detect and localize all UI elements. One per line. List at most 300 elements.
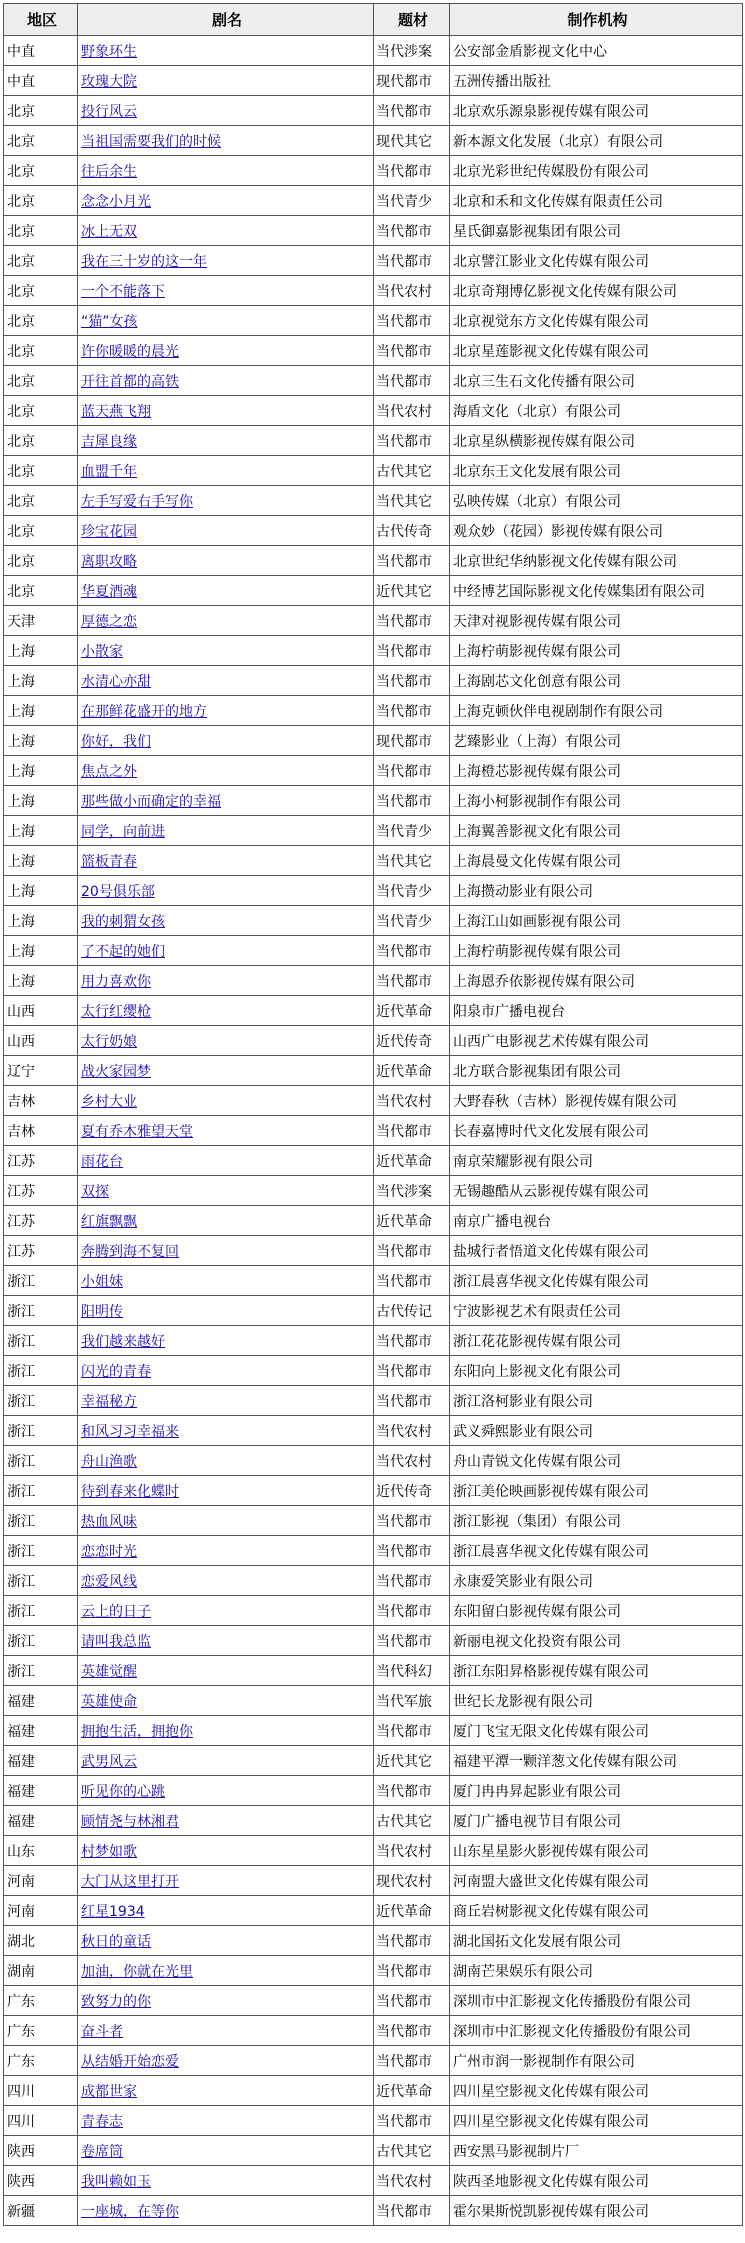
- region-cell: 陕西: [4, 2136, 78, 2166]
- producer-cell: 霍尔果斯悦凯影视传媒有限公司: [450, 2196, 743, 2226]
- table-row: [4, 66, 743, 96]
- drama-title-link[interactable]: 篮板青春: [81, 853, 137, 870]
- genre-cell: 当代都市: [374, 1116, 450, 1146]
- region-cell: 浙江: [4, 1296, 78, 1326]
- title-cell: [78, 1566, 374, 1596]
- table-row: [4, 1056, 743, 1086]
- table-row: [4, 396, 743, 426]
- title-cell: [78, 246, 374, 276]
- drama-title-link[interactable]: 血盟千年: [81, 463, 137, 480]
- genre-cell: 当代都市: [374, 786, 450, 816]
- table-row: [4, 306, 743, 336]
- drama-title-link[interactable]: 热血风味: [81, 1513, 137, 1530]
- drama-title-link[interactable]: 英雄觉醒: [81, 1663, 137, 1680]
- title-cell: [78, 1836, 374, 1866]
- producer-cell: 商丘岩树影视文化传媒有限公司: [450, 1896, 743, 1926]
- table-row: [4, 1836, 743, 1866]
- title-cell: [78, 1896, 374, 1926]
- region-cell: 北京: [4, 486, 78, 516]
- table-row: [4, 1656, 743, 1686]
- drama-title-link[interactable]: 舟山渔歌: [81, 1453, 137, 1470]
- genre-cell: 当代都市: [374, 666, 450, 696]
- genre-cell: 当代都市: [374, 96, 450, 126]
- table-row: [4, 2076, 743, 2106]
- region-cell: 北京: [4, 216, 78, 246]
- producer-cell: 北京三生石文化传播有限公司: [450, 366, 743, 396]
- genre-cell: 现代都市: [374, 726, 450, 756]
- region-cell: 上海: [4, 726, 78, 756]
- genre-cell: 当代都市: [374, 1956, 450, 1986]
- drama-title-link[interactable]: 双探: [81, 1183, 109, 1200]
- producer-cell: 四川星空影视文化传媒有限公司: [450, 2076, 743, 2106]
- producer-cell: 观众妙（花园）影视传媒有限公司: [450, 516, 743, 546]
- table-row: [4, 966, 743, 996]
- drama-title-link[interactable]: 小散家: [81, 643, 123, 660]
- genre-cell: 近代革命: [374, 2076, 450, 2106]
- table-row: [4, 846, 743, 876]
- genre-cell: 当代农村: [374, 1446, 450, 1476]
- title-cell: [78, 1686, 374, 1716]
- title-cell: [78, 2196, 374, 2226]
- region-cell: 上海: [4, 636, 78, 666]
- drama-title-link[interactable]: 许你暖暖的晨光: [81, 343, 179, 360]
- region-cell: 浙江: [4, 1626, 78, 1656]
- header-row: [4, 4, 743, 36]
- genre-cell: 当代都市: [374, 1926, 450, 1956]
- producer-cell: 海盾文化（北京）有限公司: [450, 396, 743, 426]
- drama-title-link[interactable]: 听见你的心跳: [81, 1783, 165, 1800]
- producer-cell: 上海克顿伙伴电视剧制作有限公司: [450, 696, 743, 726]
- region-cell: 广东: [4, 1986, 78, 2016]
- title-cell: [78, 486, 374, 516]
- title-cell: [78, 1086, 374, 1116]
- genre-cell: 现代农村: [374, 1866, 450, 1896]
- drama-title-link[interactable]: 卷席筒: [81, 2143, 123, 2160]
- region-cell: 广东: [4, 2016, 78, 2046]
- region-cell: 北京: [4, 336, 78, 366]
- title-cell: [78, 1416, 374, 1446]
- drama-title-link[interactable]: 在那鲜花盛开的地方: [81, 703, 207, 720]
- drama-title-link[interactable]: 加油，你就在光里: [81, 1963, 193, 1980]
- table-body: [4, 36, 743, 2226]
- region-cell: 中直: [4, 36, 78, 66]
- title-cell: [78, 756, 374, 786]
- region-cell: 北京: [4, 396, 78, 426]
- title-cell: [78, 276, 374, 306]
- region-cell: 浙江: [4, 1326, 78, 1356]
- drama-title-link[interactable]: 我在三十岁的这一年: [81, 253, 207, 270]
- title-cell: [78, 2016, 374, 2046]
- genre-cell: 当代都市: [374, 1506, 450, 1536]
- drama-title-link[interactable]: 奋斗者: [81, 2023, 123, 2040]
- header-title: 剧名: [78, 4, 374, 36]
- table-row: [4, 1326, 743, 1356]
- title-cell: [78, 1356, 374, 1386]
- title-cell: [78, 186, 374, 216]
- genre-cell: 当代都市: [374, 936, 450, 966]
- drama-title-link[interactable]: 红星1934: [81, 1903, 145, 1920]
- producer-cell: 陕西圣地影视文化传媒有限公司: [450, 2166, 743, 2196]
- table-row: [4, 1776, 743, 1806]
- region-cell: 北京: [4, 366, 78, 396]
- table-row: [4, 876, 743, 906]
- drama-title-link[interactable]: 战火家园梦: [81, 1063, 151, 1080]
- title-cell: [78, 906, 374, 936]
- title-cell: [78, 936, 374, 966]
- drama-title-link[interactable]: 一座城，在等你: [81, 2203, 179, 2220]
- drama-title-link[interactable]: 念念小月光: [81, 193, 151, 210]
- genre-cell: 近代革命: [374, 1896, 450, 1926]
- title-cell: [78, 666, 374, 696]
- title-cell: [78, 306, 374, 336]
- genre-cell: 当代都市: [374, 1236, 450, 1266]
- title-cell: [78, 36, 374, 66]
- drama-title-link[interactable]: 吉犀良缘: [81, 433, 137, 450]
- title-cell: [78, 1656, 374, 1686]
- table-row: [4, 906, 743, 936]
- table-row: [4, 96, 743, 126]
- table-row: [4, 36, 743, 66]
- region-cell: 浙江: [4, 1266, 78, 1296]
- table-row: [4, 2106, 743, 2136]
- region-cell: 江苏: [4, 1236, 78, 1266]
- drama-title-link[interactable]: 我们越来越好: [81, 1333, 165, 1350]
- genre-cell: 当代都市: [374, 1716, 450, 1746]
- drama-title-link[interactable]: 华夏酒魂: [81, 583, 137, 600]
- producer-cell: 上海晨曼文化传媒有限公司: [450, 846, 743, 876]
- title-cell: [78, 1536, 374, 1566]
- region-cell: 江苏: [4, 1146, 78, 1176]
- drama-title-link[interactable]: “猫”女孩: [81, 313, 138, 330]
- region-cell: 湖南: [4, 1956, 78, 1986]
- drama-title-link[interactable]: 我的刺猬女孩: [81, 913, 165, 930]
- producer-cell: 浙江洛柯影业有限公司: [450, 1386, 743, 1416]
- drama-title-link[interactable]: 大门从这里打开: [81, 1873, 179, 1890]
- producer-cell: 无锡趣酷从云影视传媒有限公司: [450, 1176, 743, 1206]
- genre-cell: 当代都市: [374, 1536, 450, 1566]
- table-row: [4, 456, 743, 486]
- table-row: [4, 1266, 743, 1296]
- drama-title-link[interactable]: 焦点之外: [81, 763, 137, 780]
- title-cell: [78, 426, 374, 456]
- region-cell: 辽宁: [4, 1056, 78, 1086]
- table-row: [4, 666, 743, 696]
- producer-cell: 北京光彩世纪传媒股份有限公司: [450, 156, 743, 186]
- drama-title-link[interactable]: 待到春来化蝶时: [81, 1483, 179, 1500]
- region-cell: 浙江: [4, 1596, 78, 1626]
- title-cell: [78, 1176, 374, 1206]
- region-cell: 上海: [4, 876, 78, 906]
- region-cell: 上海: [4, 816, 78, 846]
- producer-cell: 山西广电影视艺术传媒有限公司: [450, 1026, 743, 1056]
- table-row: [4, 1956, 743, 1986]
- drama-title-link[interactable]: 冰上无双: [81, 223, 137, 240]
- producer-cell: 浙江东阳昇格影视传媒有限公司: [450, 1656, 743, 1686]
- title-cell: [78, 216, 374, 246]
- title-cell: [78, 336, 374, 366]
- drama-title-link[interactable]: 成都世家: [81, 2083, 137, 2100]
- title-cell: [78, 1716, 374, 1746]
- region-cell: 上海: [4, 906, 78, 936]
- genre-cell: 当代都市: [374, 2196, 450, 2226]
- producer-cell: 浙江晨喜华视文化传媒有限公司: [450, 1266, 743, 1296]
- genre-cell: 当代都市: [374, 1326, 450, 1356]
- region-cell: 北京: [4, 276, 78, 306]
- region-cell: 浙江: [4, 1656, 78, 1686]
- title-cell: [78, 966, 374, 996]
- genre-cell: 近代革命: [374, 1146, 450, 1176]
- genre-cell: 古代其它: [374, 1806, 450, 1836]
- genre-cell: 近代其它: [374, 1746, 450, 1776]
- table-row: [4, 366, 743, 396]
- title-cell: [78, 1266, 374, 1296]
- drama-title-link[interactable]: 顾情尧与林湘君: [81, 1813, 179, 1830]
- region-cell: 天津: [4, 606, 78, 636]
- drama-title-link[interactable]: 厚德之恋: [81, 613, 137, 630]
- table-row: [4, 2136, 743, 2166]
- region-cell: 浙江: [4, 1506, 78, 1536]
- producer-cell: 北京视觉东方文化传媒有限公司: [450, 306, 743, 336]
- region-cell: 北京: [4, 156, 78, 186]
- genre-cell: 当代都市: [374, 696, 450, 726]
- producer-cell: 舟山青锐文化传媒有限公司: [450, 1446, 743, 1476]
- title-cell: [78, 1776, 374, 1806]
- genre-cell: 当代都市: [374, 966, 450, 996]
- producer-cell: 上海柠萌影视传媒有限公司: [450, 636, 743, 666]
- drama-title-link[interactable]: 小姐妹: [81, 1273, 123, 1290]
- region-cell: 上海: [4, 696, 78, 726]
- drama-title-link[interactable]: 武男风云: [81, 1753, 137, 1770]
- genre-cell: 当代都市: [374, 1626, 450, 1656]
- table-row: [4, 2166, 743, 2196]
- drama-title-link[interactable]: 奔腾到海不复回: [81, 1243, 179, 1260]
- region-cell: 福建: [4, 1716, 78, 1746]
- drama-title-link[interactable]: 玫瑰大院: [81, 73, 137, 90]
- drama-title-link[interactable]: 开往首都的高铁: [81, 373, 179, 390]
- drama-title-link[interactable]: 红旗飘飘: [81, 1213, 137, 1230]
- genre-cell: 当代涉案: [374, 1176, 450, 1206]
- producer-cell: 世纪长龙影视有限公司: [450, 1686, 743, 1716]
- producer-cell: 上海剧芯文化创意有限公司: [450, 666, 743, 696]
- table-row: [4, 1626, 743, 1656]
- genre-cell: 当代农村: [374, 1836, 450, 1866]
- genre-cell: 当代都市: [374, 2016, 450, 2046]
- header-genre: 题材: [374, 4, 450, 36]
- producer-cell: 深圳市中汇影视文化传播股份有限公司: [450, 1986, 743, 2016]
- title-cell: [78, 1206, 374, 1236]
- drama-title-link[interactable]: 我叫赖如玉: [81, 2173, 151, 2190]
- genre-cell: 当代都市: [374, 246, 450, 276]
- region-cell: 陕西: [4, 2166, 78, 2196]
- title-cell: [78, 606, 374, 636]
- genre-cell: 当代农村: [374, 2166, 450, 2196]
- region-cell: 新疆: [4, 2196, 78, 2226]
- region-cell: 北京: [4, 456, 78, 486]
- drama-title-link[interactable]: 雨花台: [81, 1153, 123, 1170]
- table-row: [4, 336, 743, 366]
- table-row: [4, 156, 743, 186]
- drama-title-link[interactable]: 阳明传: [81, 1303, 123, 1320]
- region-cell: 上海: [4, 786, 78, 816]
- genre-cell: 当代都市: [374, 216, 450, 246]
- drama-title-link[interactable]: 当祖国需要我们的时候: [81, 133, 221, 150]
- region-cell: 浙江: [4, 1446, 78, 1476]
- title-cell: [78, 2106, 374, 2136]
- title-cell: [78, 576, 374, 606]
- table-row: [4, 276, 743, 306]
- drama-title-link[interactable]: 请叫我总监: [81, 1633, 151, 1650]
- drama-title-link[interactable]: 投行风云: [81, 103, 137, 120]
- region-cell: 江苏: [4, 1206, 78, 1236]
- region-cell: 山西: [4, 1026, 78, 1056]
- region-cell: 河南: [4, 1866, 78, 1896]
- table-row: [4, 186, 743, 216]
- genre-cell: 近代传奇: [374, 1026, 450, 1056]
- producer-cell: 浙江影视（集团）有限公司: [450, 1506, 743, 1536]
- title-cell: [78, 1986, 374, 2016]
- drama-title-link[interactable]: 拥抱生活，拥抱你: [81, 1723, 193, 1740]
- region-cell: 北京: [4, 516, 78, 546]
- genre-cell: 当代都市: [374, 1596, 450, 1626]
- drama-title-link[interactable]: 珍宝花园: [81, 523, 137, 540]
- drama-title-link[interactable]: 20号俱乐部: [81, 883, 155, 900]
- drama-title-link[interactable]: 村梦如歌: [81, 1843, 137, 1860]
- title-cell: [78, 546, 374, 576]
- genre-cell: 当代青少: [374, 906, 450, 936]
- drama-title-link[interactable]: 秋日的童话: [81, 1933, 151, 1950]
- title-cell: [78, 396, 374, 426]
- drama-title-link[interactable]: 同学，向前进: [81, 823, 165, 840]
- drama-title-link[interactable]: 了不起的她们: [81, 943, 165, 960]
- producer-cell: 河南盟大盛世文化传媒有限公司: [450, 1866, 743, 1896]
- region-cell: 吉林: [4, 1086, 78, 1116]
- drama-title-link[interactable]: 云上的日子: [81, 1603, 151, 1620]
- drama-title-link[interactable]: 你好，我们: [81, 733, 151, 750]
- table-row: [4, 1566, 743, 1596]
- table-row: [4, 1716, 743, 1746]
- title-cell: [78, 1596, 374, 1626]
- region-cell: 上海: [4, 666, 78, 696]
- region-cell: 山西: [4, 996, 78, 1026]
- title-cell: [78, 1146, 374, 1176]
- drama-title-link[interactable]: 英雄使命: [81, 1693, 137, 1710]
- genre-cell: 近代革命: [374, 1206, 450, 1236]
- drama-title-link[interactable]: 夏有乔木雅望天堂: [81, 1123, 193, 1140]
- drama-title-link[interactable]: 太行红缨枪: [81, 1003, 151, 1020]
- header-producer: 制作机构: [450, 4, 743, 36]
- title-cell: [78, 1026, 374, 1056]
- title-cell: [78, 156, 374, 186]
- title-cell: [78, 1386, 374, 1416]
- title-cell: [78, 96, 374, 126]
- title-cell: [78, 1446, 374, 1476]
- drama-title-link[interactable]: 蓝天燕飞翔: [81, 403, 151, 420]
- drama-title-link[interactable]: 野象环生: [81, 43, 137, 60]
- genre-cell: 当代都市: [374, 336, 450, 366]
- table-row: [4, 1116, 743, 1146]
- genre-cell: 古代传奇: [374, 516, 450, 546]
- table-row: [4, 1086, 743, 1116]
- table-row: [4, 1386, 743, 1416]
- table-row: [4, 426, 743, 456]
- producer-cell: 西安黑马影视制片厂: [450, 2136, 743, 2166]
- table-row: [4, 1896, 743, 1926]
- drama-title-link[interactable]: 恋爱风线: [81, 1573, 137, 1590]
- drama-title-link[interactable]: 青春志: [81, 2113, 123, 2130]
- region-cell: 福建: [4, 1746, 78, 1776]
- drama-title-link[interactable]: 幸福秘方: [81, 1393, 137, 1410]
- producer-cell: 中经博艺国际影视文化传媒集团有限公司: [450, 576, 743, 606]
- title-cell: [78, 516, 374, 546]
- producer-cell: 北京东王文化发展有限公司: [450, 456, 743, 486]
- drama-title-link[interactable]: 太行奶娘: [81, 1033, 137, 1050]
- drama-title-link[interactable]: 从结婚开始恋爱: [81, 2053, 179, 2070]
- region-cell: 浙江: [4, 1476, 78, 1506]
- genre-cell: 当代都市: [374, 606, 450, 636]
- title-cell: [78, 816, 374, 846]
- genre-cell: 当代农村: [374, 396, 450, 426]
- producer-cell: 星氏御嘉影视集团有限公司: [450, 216, 743, 246]
- title-cell: [78, 1116, 374, 1146]
- title-cell: [78, 1626, 374, 1656]
- table-row: [4, 516, 743, 546]
- region-cell: 北京: [4, 306, 78, 336]
- table-row: [4, 606, 743, 636]
- drama-title-link[interactable]: 那些做小而确定的幸福: [81, 793, 221, 810]
- genre-cell: 现代都市: [374, 66, 450, 96]
- producer-cell: 上海攒动影业有限公司: [450, 876, 743, 906]
- genre-cell: 当代其它: [374, 486, 450, 516]
- drama-title-link[interactable]: 左手写爱右手写你: [81, 493, 193, 510]
- drama-title-link[interactable]: 和风习习幸福来: [81, 1423, 179, 1440]
- producer-cell: 南京荣耀影视有限公司: [450, 1146, 743, 1176]
- title-cell: [78, 846, 374, 876]
- genre-cell: 当代农村: [374, 1416, 450, 1446]
- region-cell: 四川: [4, 2106, 78, 2136]
- genre-cell: 当代都市: [374, 546, 450, 576]
- title-cell: [78, 1806, 374, 1836]
- producer-cell: 北京奇翔博亿影视文化传媒有限公司: [450, 276, 743, 306]
- table-row: [4, 1806, 743, 1836]
- genre-cell: 当代都市: [374, 366, 450, 396]
- drama-title-link[interactable]: 用力喜欢你: [81, 973, 151, 990]
- title-cell: [78, 726, 374, 756]
- drama-title-link[interactable]: 往后余生: [81, 163, 137, 180]
- producer-cell: 北京和禾和文化传媒有限责任公司: [450, 186, 743, 216]
- producer-cell: 厦门冉冉昇起影业有限公司: [450, 1776, 743, 1806]
- table-row: [4, 1746, 743, 1776]
- table-row: [4, 2196, 743, 2226]
- producer-cell: 北京欢乐源泉影视传媒有限公司: [450, 96, 743, 126]
- table-row: [4, 1446, 743, 1476]
- drama-title-link[interactable]: 水清心亦甜: [81, 673, 151, 690]
- region-cell: 上海: [4, 936, 78, 966]
- table-row: [4, 1866, 743, 1896]
- genre-cell: 当代都市: [374, 636, 450, 666]
- drama-title-link[interactable]: 闪光的青春: [81, 1363, 151, 1380]
- drama-title-link[interactable]: 一个不能落下: [81, 283, 165, 300]
- drama-title-link[interactable]: 乡村大业: [81, 1093, 137, 1110]
- table-row: [4, 636, 743, 666]
- producer-cell: 北京星纵横影视传媒有限公司: [450, 426, 743, 456]
- genre-cell: 当代涉案: [374, 36, 450, 66]
- drama-title-link[interactable]: 恋恋时光: [81, 1543, 137, 1560]
- genre-cell: 当代青少: [374, 876, 450, 906]
- producer-cell: 五洲传播出版社: [450, 66, 743, 96]
- producer-cell: 北京世纪华纳影视文化传媒有限公司: [450, 546, 743, 576]
- drama-title-link[interactable]: 致努力的你: [81, 1993, 151, 2010]
- drama-title-link[interactable]: 离职攻略: [81, 553, 137, 570]
